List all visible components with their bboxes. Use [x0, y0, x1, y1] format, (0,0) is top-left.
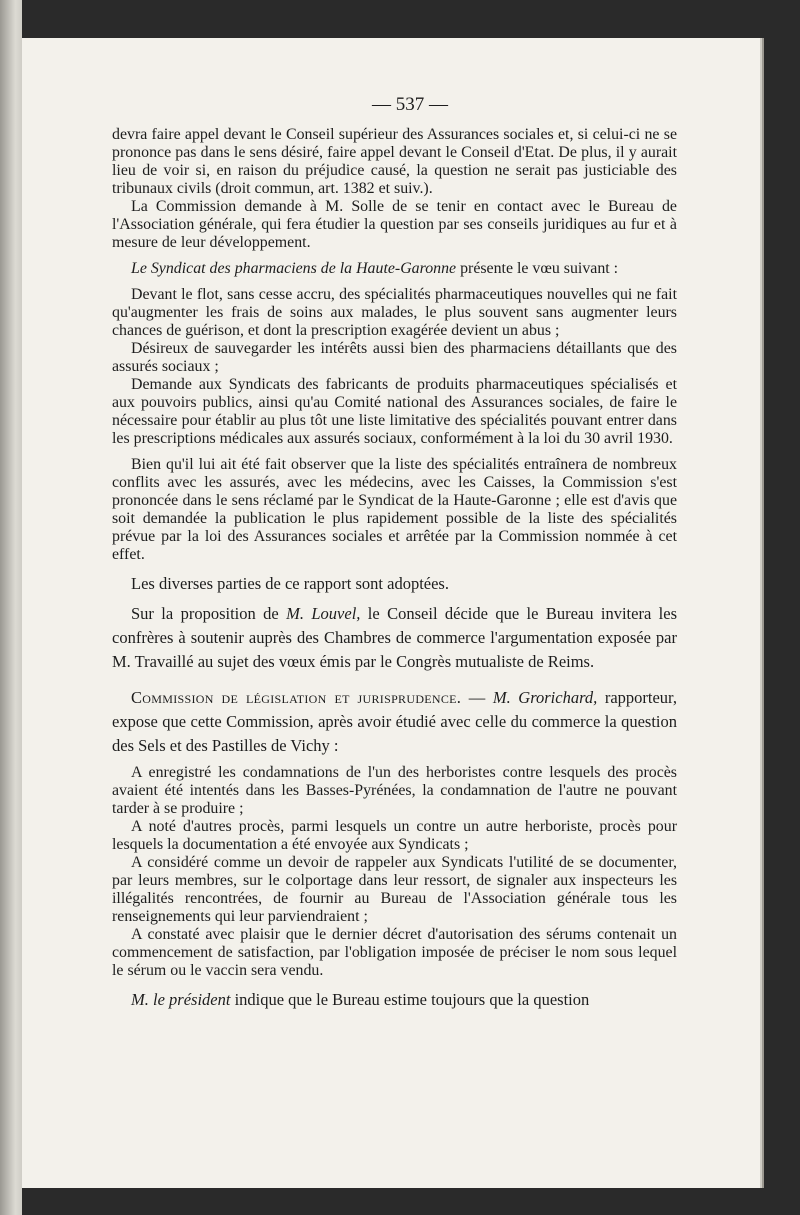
commission-dash: —	[461, 688, 493, 707]
commission-after: rapporteur, expose que cette Commission, après avoir étudié avec celle du commerce la question des Sels et des Pastilles de Vichy :	[112, 688, 678, 755]
paragraph-louvel	[112, 602, 677, 674]
action-paragraph-3: A considéré comme un devoir de rappeler aux Syndicats l'utilité de se documenter, par leurs membres, sur le colportage dans leur ressort, de signaler aux inspecteurs les illégalités rencontrées, de fournir au Bureau de l'Association générale tous les renseignements qui leur parviendraient ;	[112, 854, 677, 925]
action-paragraph-4: A constaté avec plaisir que le dernier décret d'autorisation des sérums contenait un commencement de satisfaction, par l'obligation imposée de préciser le nom sous lequel le sérum ou le vaccin sera vendu.	[112, 926, 677, 979]
page-number: — 537 —	[372, 94, 448, 115]
voeu-paragraph-2: Désireux de sauvegarder les intérêts aussi bien des pharmaciens détaillants que des assurés sociaux ;	[112, 340, 677, 375]
commission-heading: Commission de législation et jurisprudence.	[131, 688, 462, 707]
syndicat-name: Le Syndicat des pharmaciens de la Haute-Garonne	[131, 260, 457, 277]
louvel-after: le Conseil décide que le Bureau invitera les confrères à soutenir auprès des Chambres de commerce l'argumentation exposée par M. Travaillé au sujet des vœux émis par le Congrès mutualiste de Reims.	[112, 604, 678, 671]
president-title: M. le président	[131, 990, 231, 1009]
paragraph-adoptees: Les diverses parties de ce rapport sont adoptées.	[131, 574, 449, 593]
paragraph-bien-quil: Bien qu'il lui ait été fait observer que la liste des spécialités entraînera de nombreux conflits avec les assurés, avec les médecins, avec les Caisses, la Commission s'est prononcée dans le sens réclamé par le Syndicat de la Haute-Garonne ; elle est d'avis que soit demandée la publication le plus rapidement possible de la liste des spécialités prévue par la loi des Assurances sociales et arrêtée par la Commission nommée à cet effet.	[112, 456, 677, 563]
voeu-paragraph-3: Demande aux Syndicats des fabricants de produits pharmaceutiques spécialisés et aux pouvoirs publics, ainsi qu'au Comité national des Assurances sociales, de faire le nécessaire pour établir au plus tôt une liste limitative des spécialités pouvant entrer dans les prescriptions médicales aux assurés sociaux, conformément à la loi du 30 avril 1930.	[112, 376, 677, 447]
paragraph-commission-legislation	[112, 686, 677, 758]
rapporteur-name: M. Grorichard,	[492, 688, 598, 707]
syndicat-intro-rest: présente le vœu suivant :	[456, 260, 619, 277]
president-after: indique que le Bureau estime toujours que la question	[230, 990, 590, 1009]
action-paragraph-2: A noté d'autres procès, parmi lesquels un contre un autre herboriste, procès pour lesquels la documentation a été envoyée aux Syndicats ;	[112, 818, 677, 853]
voeu-paragraph-1: Devant le flot, sans cesse accru, des spécialités pharmaceutiques nouvelles qui ne fait qu'augmenter les frais de soins aux malades, le plus souvent sans augmenter leurs chances de guérison, et dont la prescription exagérée devient un abus ;	[112, 286, 677, 339]
louvel-before: Sur la proposition de	[131, 604, 287, 623]
action-paragraph-1: A enregistré les condamnations de l'un des herboristes contre lesquels des procès avaient été intentés dans les Basses-Pyrénées, la condamnation de l'autre ne pouvant tarder à se produire ;	[112, 764, 677, 817]
louvel-name: M. Louvel,	[286, 604, 361, 623]
page-body	[112, 126, 677, 1018]
paragraph-syndicat-intro	[112, 260, 677, 278]
paragraph-president	[112, 988, 677, 1012]
paragraph-continuation: devra faire appel devant le Conseil supérieur des Assurances sociales et, si celui-ci ne se prononce pas dans le sens désiré, faire appel devant le Conseil d'Etat. De plus, il y aurait lieu de voir si, en raison du préjudice causé, la question ne serait pas justiciable des tribunaux civils (droit commun, art. 1382 et suiv.).	[112, 126, 677, 197]
facing-page-edge	[0, 0, 22, 1215]
paragraph-commission-request: La Commission demande à M. Solle de se tenir en contact avec le Bureau de l'Association générale, qui fera étudier la question par ses conseils juridiques au fur et à mesure de leur développement.	[112, 198, 677, 251]
